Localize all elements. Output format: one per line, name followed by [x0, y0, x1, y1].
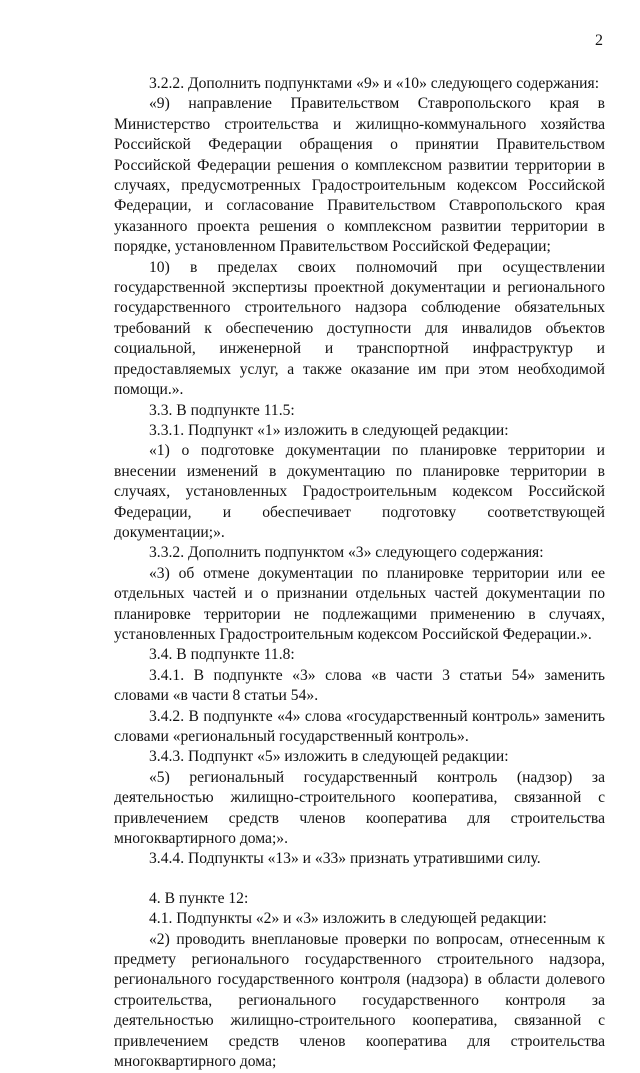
- paragraph-3-3: 3.3. В подпункте 11.5:: [149, 401, 295, 419]
- document-body: [114, 74, 605, 1073]
- paragraph-item-1: «1) о подготовке документации по планировке территории и внесении изменений в документацию по планировке территории в случаях, установленных Градостроительным кодексом Российской Федерации, и обеспечивает подготовку соответствующей документации;».: [114, 442, 605, 541]
- paragraph-3-4-2: 3.4.2. В подпункте «4» слова «государственный контроль» заменить словами «региональный государственный контроль».: [114, 707, 605, 745]
- page-number: 2: [595, 32, 603, 49]
- paragraph-3-3-1: 3.3.1. Подпункт «1» изложить в следующей редакции:: [149, 421, 509, 439]
- paragraph-3-4-3: 3.4.3. Подпункт «5» изложить в следующей редакции:: [149, 748, 509, 766]
- paragraph-4: 4. В пункте 12:: [149, 889, 249, 907]
- paragraph-item-5: «5) региональный государственный контроль (надзор) за деятельностью жилищно-строительного кооператива, связанной с привлечением средств членов кооператива для строительства многоквартирного дома;».: [114, 768, 605, 848]
- paragraph-item-3: «3) об отмене документации по планировке территории или ее отдельных частей и о признании отдельных частей документации по планировке территории не подлежащими применению в случаях, установленных Градостроительным кодексом Российской Федерации.».: [114, 564, 605, 643]
- paragraph-3-4-1: 3.4.1. В подпункте «3» слова «в части 3 статьи 54» заменить словами «в части 8 статьи 54».: [114, 666, 605, 705]
- paragraph-item-10: 10) в пределах своих полномочий при осуществлении государственной экспертизы проектной документации и регионального государственного строительного надзора соблюдение обязательных требований к обеспечению доступности для инвалидов объектов социальной, инженерной и транспортной инфраструктур и предоставляемых услуг, а также оказание им при этом необходимой помощи.».: [114, 258, 605, 399]
- paragraph-3-4-4: 3.4.4. Подпункты «13» и «33» признать утратившими силу.: [149, 850, 541, 868]
- paragraph-item-2: «2) проводить внеплановые проверки по вопросам, отнесенным к предмету регионального государственного строительного надзора, регионального государственного контроля (надзора) в области долевого строительства, регионального государственного контроля за деятельностью жилищно-строительного кооператива, связанной с привлечением средств членов кооператива для строительства многоквартирного дома;: [114, 930, 605, 1071]
- paragraph-3-2-2: 3.2.2. Дополнить подпунктами «9» и «10» следующего содержания:: [149, 75, 600, 92]
- paragraph-3-4: 3.4. В подпункте 11.8:: [149, 646, 295, 664]
- paragraph-3-3-2: 3.3.2. Дополнить подпунктом «3» следующего содержания:: [149, 544, 544, 562]
- paragraph-4-1: 4.1. Подпункты «2» и «3» изложить в следующей редакции:: [149, 910, 547, 928]
- paragraph-item-9: «9) направление Правительством Ставропольского края в Министерство строительства и жилищно-коммунального хозяйства Российской Федерации обращения о принятии Правительством Российской Федерации решения о комплексном развитии территории в случаях, предусмотренных Градостроительным кодексом Российской Федерации, и согласование Правительством Ставропольского края указанного проекта решения о комплексном развитии территории в порядке, установленном Правительством Российской Федерации;: [114, 95, 605, 256]
